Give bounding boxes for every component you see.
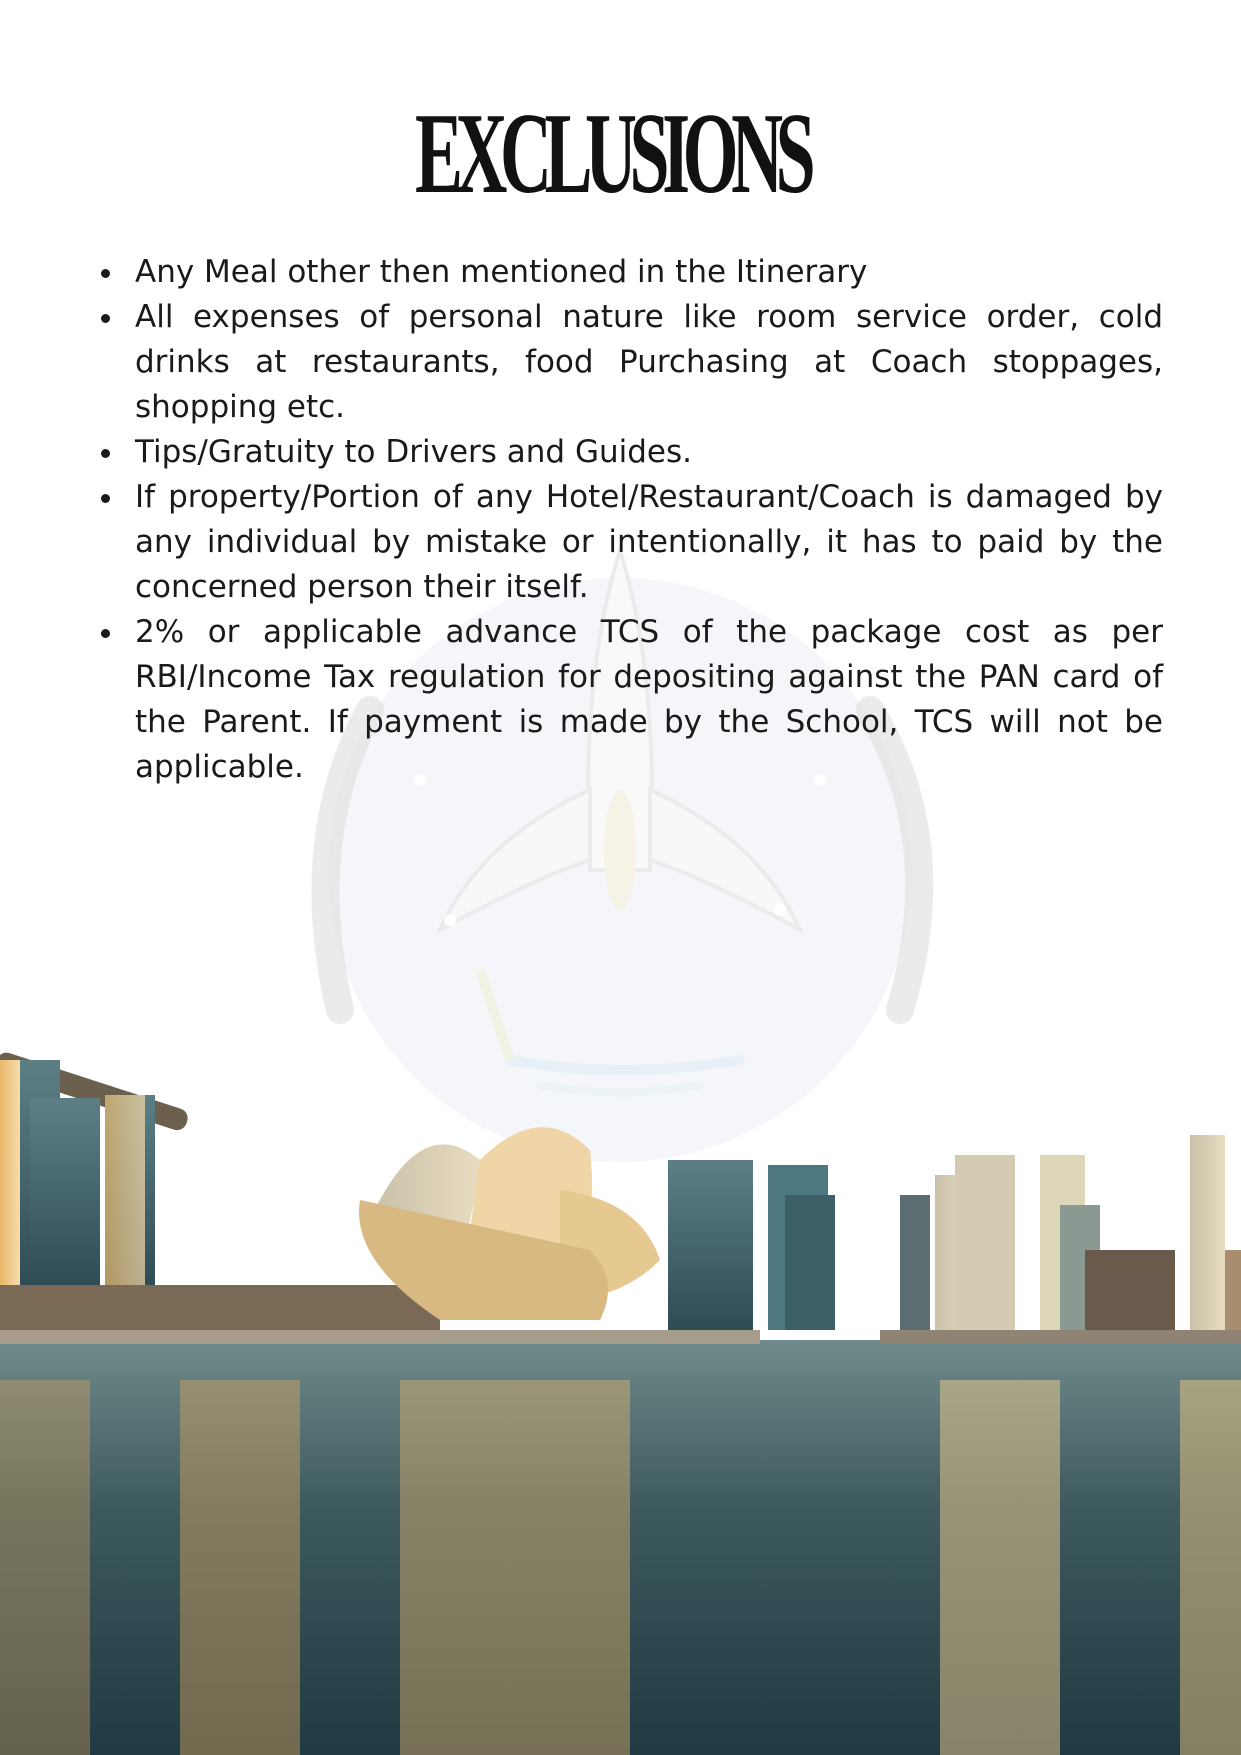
bullet-icon xyxy=(101,269,110,278)
bullet-icon xyxy=(101,314,110,323)
list-item xyxy=(93,475,1163,610)
list-item-text: Any Meal other then mentioned in the Itinerary xyxy=(135,254,868,290)
bullet-icon xyxy=(101,494,110,503)
list-item-text: 2% or applicable advance TCS of the package cost as per RBI/Income Tax regulation for depositing against the PAN card of the Parent. If payment is made by the School, TCS will not be applicable. xyxy=(135,614,1163,785)
exclusions-list xyxy=(93,250,1163,790)
page-title: EXCLUSIONS xyxy=(414,90,809,218)
city-skyline-image xyxy=(0,1000,1241,1755)
list-item-text: All expenses of personal nature like room service order, cold drinks at restaurants, food Purchasing at Coach stoppages, shopping etc. xyxy=(135,299,1163,425)
list-item xyxy=(93,250,1163,295)
list-item xyxy=(93,295,1163,430)
list-item-text: Tips/Gratuity to Drivers and Guides. xyxy=(135,434,692,470)
list-item xyxy=(93,430,1163,475)
list-item-text: If property/Portion of any Hotel/Restaurant/Coach is damaged by any individual by mistake or intentionally, it has to paid by the concerned person their itself. xyxy=(135,479,1163,605)
list-item xyxy=(93,610,1163,790)
bullet-icon xyxy=(101,449,110,458)
bullet-icon xyxy=(101,629,110,638)
